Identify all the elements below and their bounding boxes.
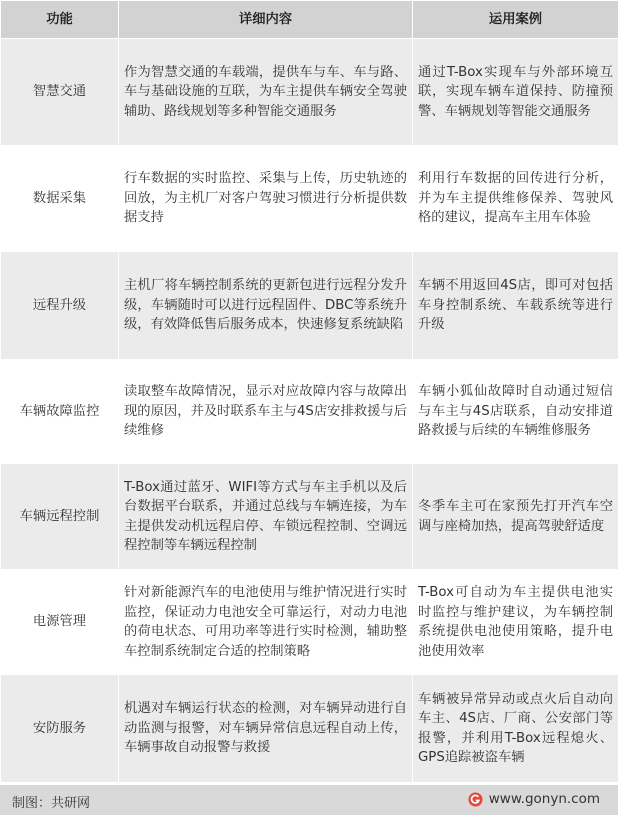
header-detail: 详细内容	[119, 1, 413, 39]
table-header-row	[1, 1, 619, 39]
table-row	[1, 675, 619, 783]
detail-cell: T-Box通过蓝牙、WIFI等方式与车主手机以及后台数据平台联系，并通过总线与车辆连接，为车主提供发动机远程启停、车锁远程控制、空调远程控制等车辆远程控制	[119, 464, 413, 570]
detail-cell: 读取整车故障情况，显示对应故障内容与故障出现的原因，并及时联系车主与4S店安排救援与后续维修	[119, 360, 413, 464]
function-cell: 车辆远程控制	[1, 464, 119, 570]
header-case: 运用案例	[413, 1, 619, 39]
case-cell: 利用行车数据的回传进行分析，并为车主提供维修保养、驾驶风格的建议，提高车主用车体验	[413, 146, 619, 252]
chart-credit: 制图：共研网	[12, 796, 91, 811]
detail-cell: 作为智慧交通的车载端，提供车与车、车与路、车与基础设施的互联，为车主提供车辆安全驾驶辅助、路线规划等多种智能交通服务	[119, 39, 413, 146]
table-row	[1, 570, 619, 675]
function-cell: 车辆故障监控	[1, 360, 119, 464]
function-cell: 电源管理	[1, 570, 119, 675]
table-row	[1, 39, 619, 146]
case-cell: 冬季车主可在家预先打开汽车空调与座椅加热，提高驾驶舒适度	[413, 464, 619, 570]
case-cell: 通过T-Box实现车与外部环境互联，实现车辆车道保持、防撞预警、车辆规划等智能交通服务	[413, 39, 619, 146]
function-cell: 安防服务	[1, 675, 119, 783]
table-row	[1, 146, 619, 252]
table-row	[1, 464, 619, 570]
case-cell: 车辆不用返回4S店，即可对包括车身控制系统、车载系统等进行升级	[413, 252, 619, 360]
case-cell: 车辆被异常异动或点火后自动向车主、4S店、厂商、公安部门等报警，并利用T-Box远程熄火、GPS追踪被盗车辆	[413, 675, 619, 783]
source-site	[468, 791, 600, 807]
table-row	[1, 360, 619, 464]
site-url[interactable]: www.gonyn.com	[488, 791, 600, 807]
case-cell: 车辆小狐仙故障时自动通过短信与车主与4S店联系，自动安排道路救援与后续的车辆维修服务	[413, 360, 619, 464]
detail-cell: 行车数据的实时监控、采集与上传，历史轨迹的回放，为主机厂对客户驾驶习惯进行分析提供数据支持	[119, 146, 413, 252]
detail-cell: 主机厂将车辆控制系统的更新包进行远程分发升级，车辆随时可以进行远程固件、DBC等系统升级，有效降低售后服务成本，快速修复系统缺陷	[119, 252, 413, 360]
function-cell: 数据采集	[1, 146, 119, 252]
function-cell: 智慧交通	[1, 39, 119, 146]
header-function: 功能	[1, 1, 119, 39]
gonyn-logo-icon	[468, 792, 483, 807]
detail-cell: 针对新能源汽车的电池使用与维护情况进行实时监控，保证动力电池安全可靠运行，对动力电池的荷电状态、可用功率等进行实时检测，辅助整车控制系统制定合适的控制策略	[119, 570, 413, 675]
case-cell: T-Box可自动为车主提供电池实时监控与维护建议，为车辆控制系统提供电池使用策略，提升电池使用效率	[413, 570, 619, 675]
detail-cell: 机遇对车辆运行状态的检测，对车辆异动进行自动监测与报警，对车辆异常信息远程自动上传，车辆事故自动报警与救援	[119, 675, 413, 783]
function-cell: 远程升级	[1, 252, 119, 360]
footer	[0, 785, 618, 815]
table-row	[1, 252, 619, 360]
